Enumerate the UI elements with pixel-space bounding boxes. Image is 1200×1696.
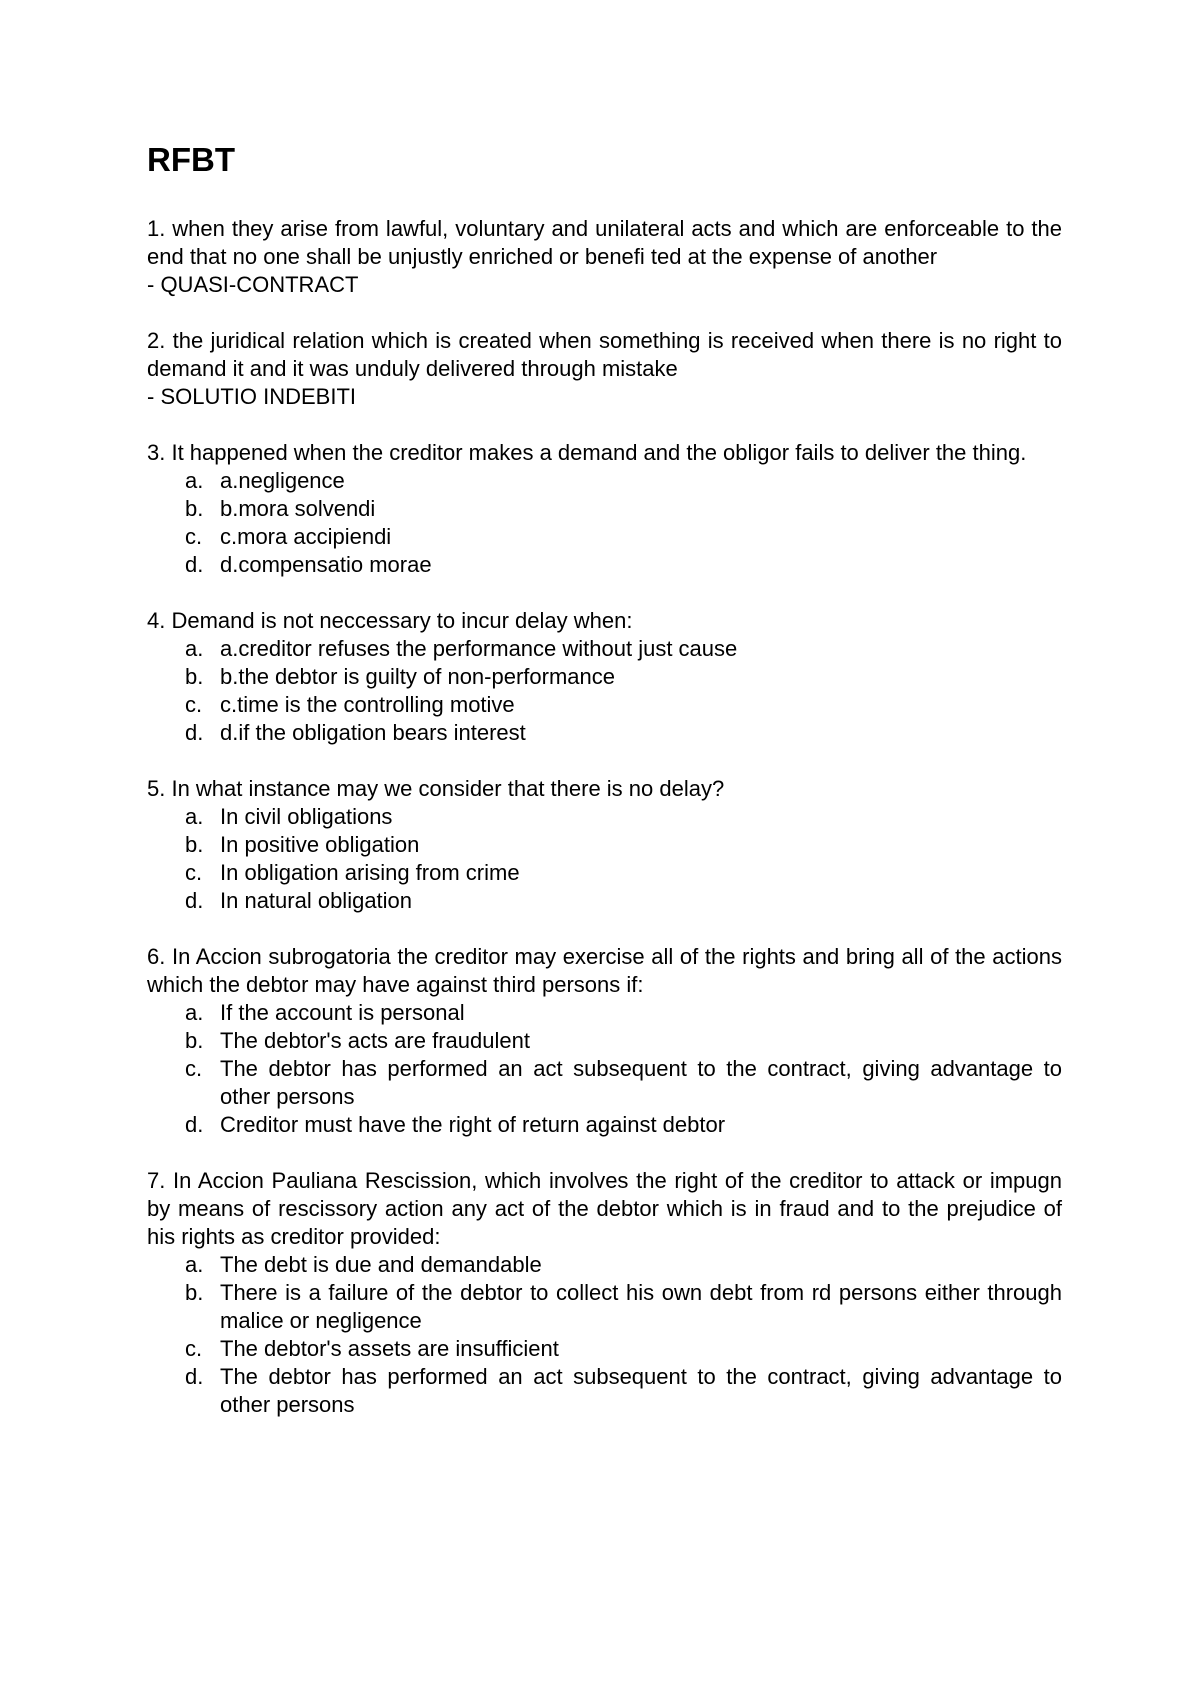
option-item: [147, 551, 1062, 579]
option-item: [147, 523, 1062, 551]
question-item: [147, 1167, 1062, 1419]
option-item: [147, 859, 1062, 887]
option-text: In civil obligations: [220, 804, 393, 829]
option-list: [147, 635, 1062, 747]
option-list: [147, 1251, 1062, 1419]
option-item: [147, 831, 1062, 859]
option-letter: c.: [185, 692, 203, 717]
option-letter: b.: [185, 496, 204, 521]
option-letter: c.: [185, 524, 203, 549]
document-title: RFBT: [147, 141, 235, 178]
option-item: [147, 1279, 1062, 1335]
option-text: In obligation arising from crime: [220, 860, 520, 885]
answer-text: - QUASI-CONTRACT: [147, 272, 359, 297]
option-letter: d.: [185, 552, 204, 577]
option-letter: a.: [185, 468, 204, 493]
question-text: 5. In what instance may we consider that there is no delay?: [147, 776, 725, 801]
option-item: [147, 1111, 1062, 1139]
question-item: [147, 215, 1062, 299]
option-letter: b.: [185, 1280, 204, 1305]
option-letter: b.: [185, 1028, 204, 1053]
question-item: [147, 327, 1062, 411]
question-text: 4. Demand is not neccessary to incur delay when:: [147, 608, 633, 633]
option-letter: a.: [185, 636, 204, 661]
question-item: [147, 439, 1062, 579]
option-letter: a.: [185, 804, 204, 829]
option-letter: c.: [185, 1336, 203, 1361]
option-item: [147, 1251, 1062, 1279]
option-item: [147, 999, 1062, 1027]
option-text: a.creditor refuses the performance without just cause: [220, 636, 738, 661]
question-list: [147, 215, 1062, 1419]
answer-text: - SOLUTIO INDEBITI: [147, 384, 357, 409]
option-text: d.compensatio morae: [220, 552, 432, 577]
option-letter: d.: [185, 1364, 204, 1389]
option-text: The debtor has performed an act subsequent to the contract, giving advantage to other persons: [220, 1364, 1062, 1417]
option-text: c.time is the controlling motive: [220, 692, 515, 717]
question-item: [147, 775, 1062, 915]
option-text: c.mora accipiendi: [220, 524, 392, 549]
option-item: [147, 691, 1062, 719]
option-letter: d.: [185, 720, 204, 745]
option-text: b.mora solvendi: [220, 496, 376, 521]
option-text: If the account is personal: [220, 1000, 465, 1025]
question-text: 1. when they arise from lawful, voluntary and unilateral acts and which are enforceable to the end that no one shall be unjustly enriched or benefi ted at the expense of another: [147, 216, 1062, 269]
option-letter: d.: [185, 1112, 204, 1137]
option-letter: d.: [185, 888, 204, 913]
option-text: The debt is due and demandable: [220, 1252, 542, 1277]
question-text: 2. the juridical relation which is created when something is received when there is no right to demand it and it was unduly delivered through mistake: [147, 328, 1062, 381]
question-text: 6. In Accion subrogatoria the creditor may exercise all of the rights and bring all of the actions which the debtor may have against third persons if:: [147, 944, 1062, 997]
question-text: 3. It happened when the creditor makes a demand and the obligor fails to deliver the thing.: [147, 440, 1027, 465]
option-item: [147, 1335, 1062, 1363]
option-text: In natural obligation: [220, 888, 413, 913]
option-item: [147, 803, 1062, 831]
option-item: [147, 467, 1062, 495]
option-item: [147, 1027, 1062, 1055]
option-item: [147, 663, 1062, 691]
option-text: The debtor has performed an act subsequent to the contract, giving advantage to other persons: [220, 1056, 1062, 1109]
option-text: In positive obligation: [220, 832, 420, 857]
question-item: [147, 943, 1062, 1139]
option-text: There is a failure of the debtor to collect his own debt from rd persons either through malice or negligence: [220, 1280, 1062, 1333]
option-item: [147, 719, 1062, 747]
option-list: [147, 803, 1062, 915]
option-item: [147, 887, 1062, 915]
option-text: Creditor must have the right of return against debtor: [220, 1112, 726, 1137]
question-text: 7. In Accion Pauliana Rescission, which involves the right of the creditor to attack or impugn by means of rescissory action any act of the debtor which is in fraud and to the prejudice of his rights as creditor provided:: [147, 1168, 1062, 1249]
option-letter: b.: [185, 664, 204, 689]
option-letter: c.: [185, 860, 203, 885]
option-list: [147, 999, 1062, 1139]
option-letter: a.: [185, 1252, 204, 1277]
option-list: [147, 467, 1062, 579]
option-text: The debtor's acts are fraudulent: [220, 1028, 530, 1053]
option-item: [147, 635, 1062, 663]
question-item: [147, 607, 1062, 747]
option-text: d.if the obligation bears interest: [220, 720, 526, 745]
option-letter: a.: [185, 1000, 204, 1025]
option-item: [147, 1363, 1062, 1419]
document-page: [147, 140, 1062, 1447]
option-text: The debtor's assets are insufficient: [220, 1336, 559, 1361]
option-text: b.the debtor is guilty of non-performance: [220, 664, 616, 689]
option-item: [147, 1055, 1062, 1111]
option-letter: c.: [185, 1056, 203, 1081]
option-letter: b.: [185, 832, 204, 857]
option-item: [147, 495, 1062, 523]
option-text: a.negligence: [220, 468, 345, 493]
